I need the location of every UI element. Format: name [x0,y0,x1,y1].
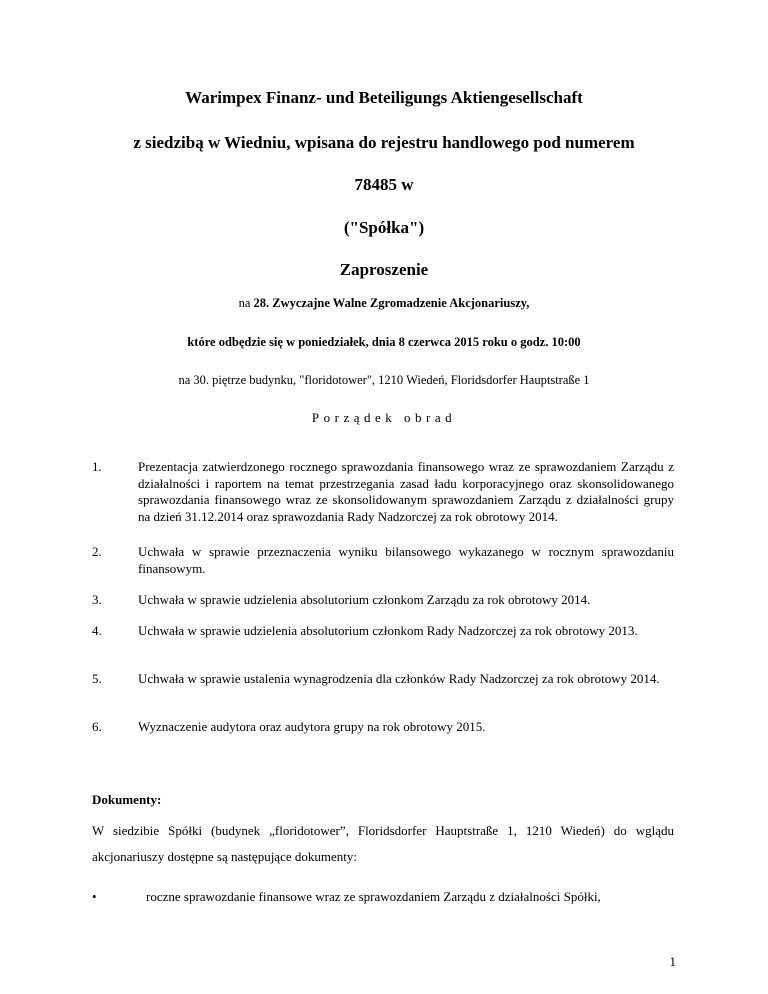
agenda-item-number: 5. [92,671,102,686]
agenda-title: Porządek obrad [311,410,457,425]
bullet-icon: • [92,889,97,904]
agenda-item-number: 2. [92,544,102,559]
register-number: 78485 w [354,175,414,194]
company-seat-line: z siedzibą w Wiedniu, wpisana do rejestru handlowego pod numerem [133,133,635,152]
agenda-item-text: Uchwała w sprawie udzielenia absolutorium członkom Rady Nadzorczej za rok obrotowy 2013. [138,623,638,638]
agenda-item-number: 6. [92,719,102,734]
agenda-item-text: Uchwała w sprawie ustalenia wynagrodzenia dla członków Rady Nadzorczej za rok obrotowy 2014. [138,671,660,686]
company-name-heading: Warimpex Finanz- und Beteiligungs Aktiengesellschaft [185,88,583,107]
meeting-date-line: które odbędzie się w poniedziałek, dnia 8 czerwca 2015 roku o godz. 10:00 [187,335,581,349]
company-short-name: ("Spółka") [343,218,425,237]
document-list-item: roczne sprawozdanie finansowe wraz ze sprawozdaniem Zarządu z działalności Spółki, [146,889,601,904]
agenda-item-number: 1. [92,459,102,474]
agenda-item-text: Wyznaczenie audytora oraz audytora grupy na rok obrotowy 2015. [138,719,486,734]
documents-heading: Dokumenty: [92,792,162,807]
page-number: 1 [669,954,676,969]
meeting-location-line: na 30. piętrze budynku, "floridotower", 1210 Wiedeń, Floridsdorfer Hauptstraße 1 [178,373,590,387]
meeting-name: 28. Zwyczajne Walne Zgromadzenie Akcjonariuszy, [253,296,530,310]
agenda-item-text: Uchwała w sprawie udzielenia absolutorium członkom Zarządu za rok obrotowy 2014. [138,592,591,607]
agenda-item-text: Uchwała w sprawie przeznaczenia wyniku bilansowego wykazanego w rocznym sprawozdaniu finansowym. [138,544,674,576]
meeting-prefix: na [238,296,251,310]
documents-intro: W siedzibie Spółki (budynek „floridotower”, Floridsdorfer Hauptstraße 1, 1210 Wiedeń) do wglądu akcjonariuszy dostępne są następujące dokumenty: [92,823,674,864]
meeting-name-line [0,296,768,311]
invitation-title: Zaproszenie [339,260,429,279]
agenda-item-number: 3. [92,592,102,607]
agenda-item-number: 4. [92,623,102,638]
agenda-item-text: Prezentacja zatwierdzonego rocznego sprawozdania finansowego wraz ze sprawozdaniem Zarządu z działalności i raportem na temat przestrzegania zasad ładu korporacyjnego oraz skonsolidowanego sprawozdania finansowego wraz ze skonsolidowanym sprawozdaniem Zarządu z działalności grupy na dzień 31.12.2014 oraz sprawozdania Rady Nadzorczej za rok obrotowy 2014. [138,459,674,524]
